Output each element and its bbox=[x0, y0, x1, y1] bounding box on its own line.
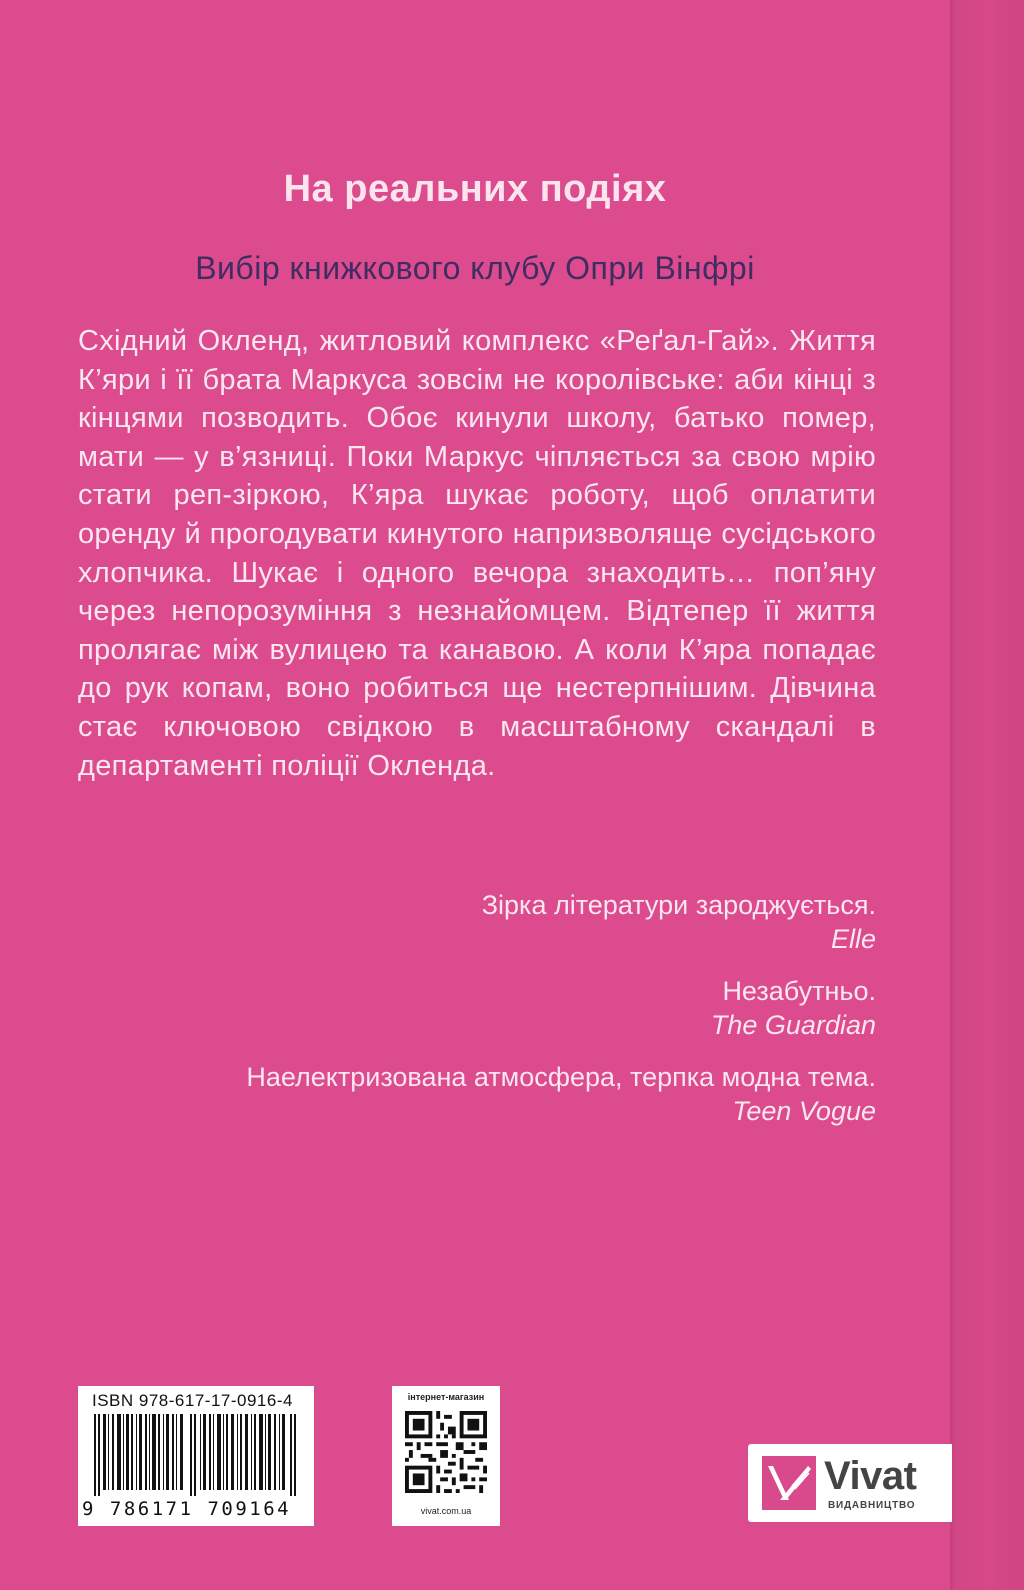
vivat-logo-icon bbox=[762, 1456, 816, 1510]
qr-code-icon[interactable] bbox=[405, 1411, 487, 1493]
quote-text: Наелектризована атмосфера, терпка модна тема. bbox=[246, 1062, 876, 1092]
quote-text: Незабутньо. bbox=[722, 976, 876, 1006]
spine-edge bbox=[950, 0, 1024, 1590]
cover-subtitle: Вибір книжкового клубу Опри Вінфрі bbox=[195, 250, 755, 286]
review-quote bbox=[78, 888, 876, 956]
quote-source: The Guardian bbox=[710, 1010, 876, 1040]
review-quote bbox=[78, 1060, 876, 1128]
qr-code-block[interactable] bbox=[392, 1386, 500, 1526]
review-quote bbox=[78, 974, 876, 1042]
publisher-logo bbox=[748, 1444, 952, 1522]
cover-title: На реальних подіях bbox=[283, 168, 667, 210]
publisher-name: Vivat bbox=[824, 1454, 917, 1498]
barcode-digits: 9 786171 709164 bbox=[82, 1498, 292, 1520]
review-quotes bbox=[78, 888, 876, 1146]
publisher-subtitle: ВИДАВНИЦТВО bbox=[828, 1500, 916, 1511]
quote-source: Teen Vogue bbox=[732, 1096, 876, 1126]
quote-source: Elle bbox=[830, 924, 876, 954]
quote-text: Зірка літератури зароджується. bbox=[481, 890, 876, 920]
barcode-bars bbox=[94, 1414, 298, 1496]
qr-top-label: інтернет-магазин bbox=[407, 1392, 485, 1402]
isbn-barcode bbox=[78, 1386, 314, 1526]
isbn-label: ISBN 978-617-17-0916-4 bbox=[92, 1391, 293, 1410]
qr-url-label[interactable]: vivat.com.ua bbox=[420, 1506, 472, 1516]
blurb-text: Східний Окленд, житловий комплекс «Реґал-Гай». Життя К’яри і її брата Маркуса зовсім не королівське: аби кінці з кінцями позводить. Обоє кинули школу, батько помер, мати — у в’язниці. Поки Маркус чіпляється за свою мрію стати реп-зіркою, К’яра шукає роботу, щоб оплатити оренду й прогодувати кинутого напризволяще сусідського хлопчика. Шукає і одного вечора знаходить… поп’яну через непорозуміння з незнайомцем. Відтепер її життя пролягає між вулицею та канавою. А коли К’яра попадає до рук копам, воно робиться ще нестерпнішим. Дівчина стає ключовою свідкою в масштабному скандалі в департаменті поліції Окленда. bbox=[78, 325, 876, 782]
